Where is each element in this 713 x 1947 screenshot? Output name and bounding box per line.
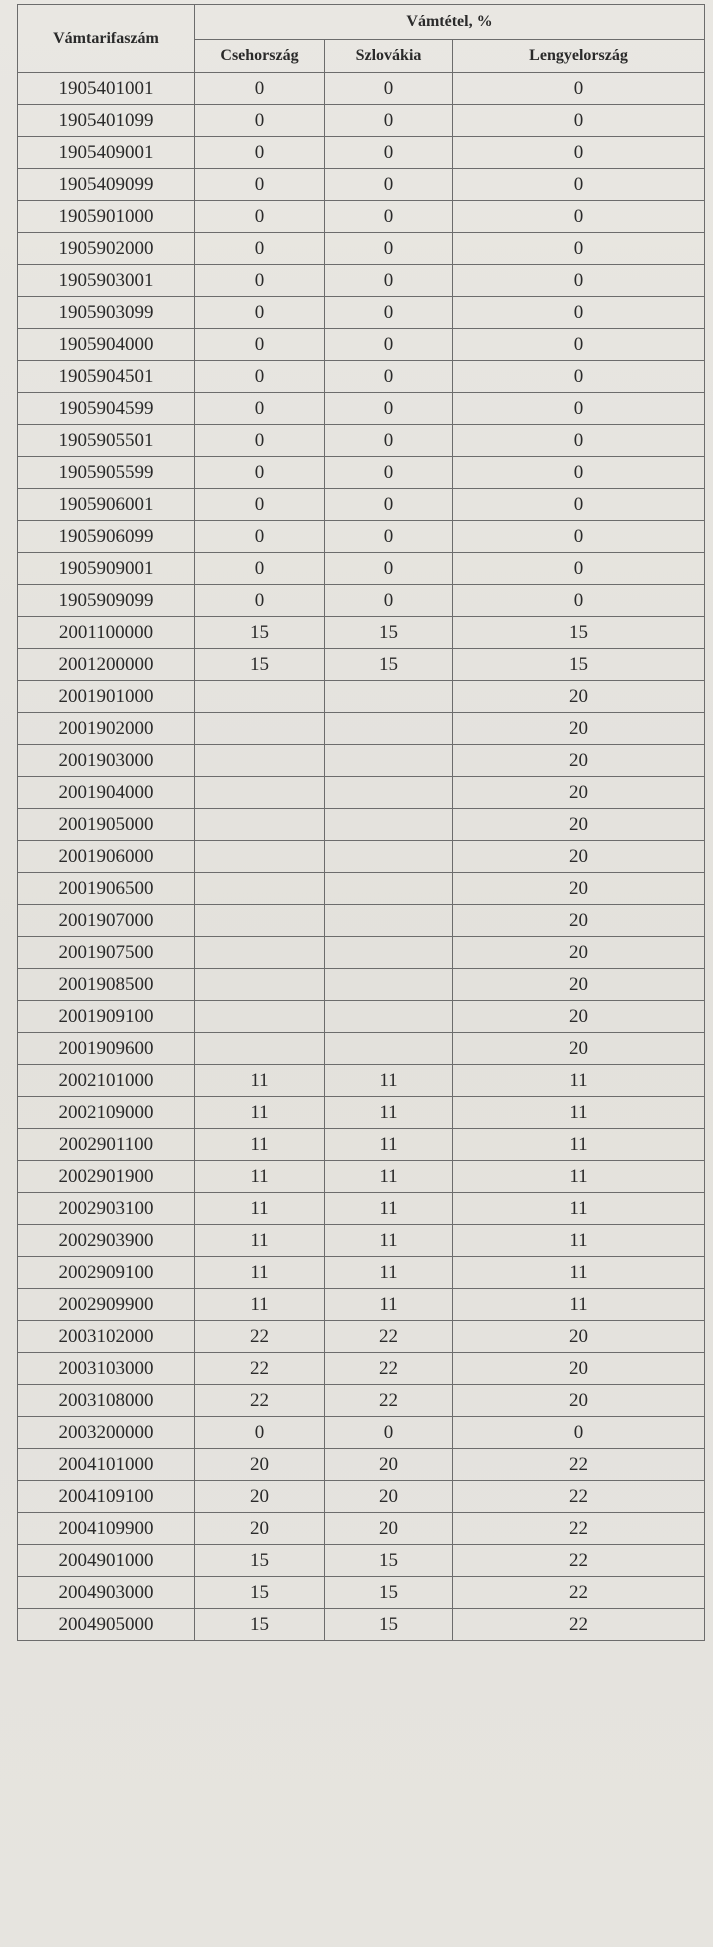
cell-tariff-code: 1905903001 (18, 265, 195, 297)
cell-tariff-code: 2001907500 (18, 937, 195, 969)
cell-rate-poland: 0 (453, 393, 705, 425)
table-row (18, 681, 705, 713)
cell-tariff-code: 1905905501 (18, 425, 195, 457)
cell-rate-czech (195, 873, 325, 905)
cell-tariff-code: 1905902000 (18, 233, 195, 265)
cell-tariff-code: 1905909099 (18, 585, 195, 617)
cell-rate-czech: 20 (195, 1513, 325, 1545)
cell-tariff-code: 2004901000 (18, 1545, 195, 1577)
table-row (18, 1449, 705, 1481)
cell-rate-poland: 22 (453, 1513, 705, 1545)
table-row (18, 809, 705, 841)
cell-tariff-code: 2001902000 (18, 713, 195, 745)
table-row (18, 1385, 705, 1417)
cell-rate-czech (195, 1033, 325, 1065)
cell-rate-slovakia (325, 1033, 453, 1065)
cell-rate-czech: 22 (195, 1353, 325, 1385)
cell-rate-slovakia (325, 809, 453, 841)
table-row (18, 361, 705, 393)
cell-rate-czech: 15 (195, 617, 325, 649)
cell-tariff-code: 2002101000 (18, 1065, 195, 1097)
cell-tariff-code: 2001100000 (18, 617, 195, 649)
cell-rate-poland: 20 (453, 777, 705, 809)
cell-rate-slovakia: 11 (325, 1193, 453, 1225)
cell-tariff-code: 2003108000 (18, 1385, 195, 1417)
cell-rate-slovakia: 0 (325, 73, 453, 105)
table-row (18, 1321, 705, 1353)
cell-tariff-code: 1905903099 (18, 297, 195, 329)
cell-tariff-code: 2002909900 (18, 1289, 195, 1321)
cell-rate-poland: 22 (453, 1609, 705, 1641)
cell-rate-poland: 0 (453, 361, 705, 393)
cell-tariff-code: 1905904501 (18, 361, 195, 393)
cell-rate-poland: 11 (453, 1257, 705, 1289)
cell-rate-slovakia: 11 (325, 1257, 453, 1289)
cell-rate-slovakia: 0 (325, 265, 453, 297)
cell-rate-poland: 0 (453, 265, 705, 297)
cell-tariff-code: 2001200000 (18, 649, 195, 681)
table-row (18, 1513, 705, 1545)
table-body (18, 73, 705, 1641)
header-country-poland: Lengyelország (453, 40, 705, 73)
cell-rate-slovakia (325, 681, 453, 713)
table-row (18, 1225, 705, 1257)
table-row (18, 1577, 705, 1609)
cell-rate-poland: 11 (453, 1065, 705, 1097)
cell-rate-slovakia: 15 (325, 1609, 453, 1641)
cell-rate-czech (195, 809, 325, 841)
cell-tariff-code: 2001904000 (18, 777, 195, 809)
cell-rate-slovakia (325, 905, 453, 937)
cell-rate-slovakia (325, 841, 453, 873)
table-row (18, 1001, 705, 1033)
cell-tariff-code: 1905909001 (18, 553, 195, 585)
cell-tariff-code: 2001909600 (18, 1033, 195, 1065)
cell-rate-czech: 11 (195, 1257, 325, 1289)
cell-rate-poland: 0 (453, 457, 705, 489)
table-header (18, 5, 705, 73)
cell-rate-czech: 0 (195, 73, 325, 105)
cell-tariff-code: 2004101000 (18, 1449, 195, 1481)
cell-rate-poland: 0 (453, 329, 705, 361)
cell-rate-poland: 22 (453, 1449, 705, 1481)
cell-rate-poland: 20 (453, 937, 705, 969)
cell-rate-poland: 20 (453, 969, 705, 1001)
cell-tariff-code: 2004109900 (18, 1513, 195, 1545)
table-row (18, 777, 705, 809)
cell-tariff-code: 2003103000 (18, 1353, 195, 1385)
cell-rate-czech: 0 (195, 297, 325, 329)
cell-rate-poland: 20 (453, 1033, 705, 1065)
cell-tariff-code: 2002903900 (18, 1225, 195, 1257)
cell-rate-poland: 11 (453, 1097, 705, 1129)
table-row (18, 873, 705, 905)
cell-rate-slovakia: 20 (325, 1481, 453, 1513)
cell-tariff-code: 2002909100 (18, 1257, 195, 1289)
cell-rate-czech: 15 (195, 1545, 325, 1577)
cell-rate-czech (195, 745, 325, 777)
table-row (18, 1257, 705, 1289)
cell-rate-poland: 11 (453, 1289, 705, 1321)
cell-rate-poland: 0 (453, 297, 705, 329)
cell-rate-poland: 20 (453, 1321, 705, 1353)
cell-rate-poland: 0 (453, 73, 705, 105)
cell-tariff-code: 2001903000 (18, 745, 195, 777)
table-row (18, 1417, 705, 1449)
cell-rate-czech (195, 681, 325, 713)
cell-tariff-code: 2001906500 (18, 873, 195, 905)
table-row (18, 1545, 705, 1577)
cell-rate-czech: 0 (195, 585, 325, 617)
cell-rate-poland: 20 (453, 873, 705, 905)
cell-rate-czech: 0 (195, 521, 325, 553)
cell-tariff-code: 2002901100 (18, 1129, 195, 1161)
table-row (18, 1161, 705, 1193)
cell-tariff-code: 2004109100 (18, 1481, 195, 1513)
table-row (18, 265, 705, 297)
cell-rate-czech: 11 (195, 1161, 325, 1193)
table-row (18, 1481, 705, 1513)
cell-rate-poland: 0 (453, 201, 705, 233)
table-row (18, 1289, 705, 1321)
table-row (18, 393, 705, 425)
cell-rate-poland: 20 (453, 1001, 705, 1033)
cell-rate-poland: 20 (453, 1353, 705, 1385)
table-row (18, 137, 705, 169)
cell-rate-slovakia: 15 (325, 617, 453, 649)
cell-rate-slovakia: 0 (325, 1417, 453, 1449)
cell-rate-slovakia: 0 (325, 169, 453, 201)
cell-rate-slovakia (325, 1001, 453, 1033)
cell-rate-slovakia: 0 (325, 105, 453, 137)
cell-rate-czech (195, 713, 325, 745)
cell-rate-slovakia: 11 (325, 1289, 453, 1321)
cell-rate-czech: 0 (195, 329, 325, 361)
cell-tariff-code: 1905904000 (18, 329, 195, 361)
cell-rate-slovakia: 0 (325, 297, 453, 329)
cell-rate-slovakia: 0 (325, 361, 453, 393)
table-row (18, 1129, 705, 1161)
cell-tariff-code: 1905904599 (18, 393, 195, 425)
table-row (18, 1065, 705, 1097)
cell-rate-czech: 0 (195, 233, 325, 265)
table-row (18, 233, 705, 265)
cell-rate-poland: 0 (453, 489, 705, 521)
cell-rate-slovakia (325, 713, 453, 745)
cell-rate-poland: 0 (453, 425, 705, 457)
cell-rate-czech: 11 (195, 1097, 325, 1129)
cell-rate-poland: 20 (453, 713, 705, 745)
table-row (18, 617, 705, 649)
table-row (18, 1033, 705, 1065)
cell-rate-slovakia: 22 (325, 1321, 453, 1353)
cell-tariff-code: 1905401099 (18, 105, 195, 137)
cell-rate-poland: 0 (453, 521, 705, 553)
table-row (18, 297, 705, 329)
cell-rate-slovakia: 11 (325, 1097, 453, 1129)
table-row (18, 169, 705, 201)
cell-rate-poland: 22 (453, 1481, 705, 1513)
cell-tariff-code: 2001906000 (18, 841, 195, 873)
cell-tariff-code: 1905901000 (18, 201, 195, 233)
cell-rate-slovakia: 11 (325, 1161, 453, 1193)
cell-rate-czech: 0 (195, 393, 325, 425)
cell-rate-czech: 0 (195, 265, 325, 297)
table-row (18, 457, 705, 489)
cell-rate-slovakia: 11 (325, 1065, 453, 1097)
cell-rate-czech: 0 (195, 457, 325, 489)
cell-rate-poland: 11 (453, 1193, 705, 1225)
table-row (18, 73, 705, 105)
table-row (18, 841, 705, 873)
table-row (18, 1609, 705, 1641)
cell-rate-czech (195, 841, 325, 873)
cell-rate-poland: 20 (453, 841, 705, 873)
cell-rate-slovakia: 0 (325, 137, 453, 169)
header-tariff-code: Vámtarifaszám (18, 5, 195, 73)
cell-rate-czech: 11 (195, 1129, 325, 1161)
cell-rate-czech: 15 (195, 1577, 325, 1609)
cell-tariff-code: 2002901900 (18, 1161, 195, 1193)
cell-rate-poland: 20 (453, 905, 705, 937)
cell-rate-poland: 0 (453, 1417, 705, 1449)
cell-rate-czech (195, 937, 325, 969)
cell-tariff-code: 2001901000 (18, 681, 195, 713)
cell-rate-slovakia (325, 873, 453, 905)
cell-rate-poland: 11 (453, 1225, 705, 1257)
table-row (18, 489, 705, 521)
cell-tariff-code: 1905906099 (18, 521, 195, 553)
table-row (18, 585, 705, 617)
cell-rate-czech: 0 (195, 1417, 325, 1449)
cell-tariff-code: 2002109000 (18, 1097, 195, 1129)
cell-rate-poland: 20 (453, 681, 705, 713)
cell-tariff-code: 2002903100 (18, 1193, 195, 1225)
cell-tariff-code: 1905906001 (18, 489, 195, 521)
cell-rate-poland: 0 (453, 585, 705, 617)
cell-tariff-code: 1905401001 (18, 73, 195, 105)
cell-rate-slovakia: 0 (325, 425, 453, 457)
cell-rate-slovakia (325, 937, 453, 969)
table-row (18, 553, 705, 585)
cell-rate-poland: 11 (453, 1161, 705, 1193)
cell-rate-poland: 15 (453, 617, 705, 649)
header-country-slovakia: Szlovákia (325, 40, 453, 73)
tariff-rate-table (17, 4, 705, 1641)
cell-rate-poland: 0 (453, 169, 705, 201)
cell-rate-poland: 22 (453, 1545, 705, 1577)
cell-rate-czech: 0 (195, 361, 325, 393)
cell-rate-poland: 0 (453, 137, 705, 169)
cell-rate-slovakia: 0 (325, 489, 453, 521)
table-row (18, 649, 705, 681)
cell-rate-czech: 0 (195, 105, 325, 137)
cell-rate-slovakia: 11 (325, 1225, 453, 1257)
cell-rate-czech (195, 1001, 325, 1033)
cell-tariff-code: 2001908500 (18, 969, 195, 1001)
cell-rate-poland: 0 (453, 553, 705, 585)
cell-rate-poland: 22 (453, 1577, 705, 1609)
cell-rate-slovakia: 0 (325, 585, 453, 617)
cell-rate-slovakia (325, 745, 453, 777)
cell-rate-czech: 0 (195, 169, 325, 201)
header-rate-percent: Vámtétel, % (195, 5, 705, 40)
table-row (18, 521, 705, 553)
table-row (18, 745, 705, 777)
cell-rate-czech (195, 905, 325, 937)
table-row (18, 201, 705, 233)
cell-rate-czech: 0 (195, 425, 325, 457)
cell-rate-czech: 11 (195, 1225, 325, 1257)
cell-rate-slovakia: 22 (325, 1385, 453, 1417)
table-row (18, 105, 705, 137)
cell-rate-slovakia: 0 (325, 329, 453, 361)
cell-rate-slovakia (325, 969, 453, 1001)
cell-tariff-code: 2001905000 (18, 809, 195, 841)
cell-rate-slovakia: 15 (325, 1577, 453, 1609)
cell-rate-poland: 0 (453, 105, 705, 137)
cell-rate-czech: 0 (195, 137, 325, 169)
table-row (18, 1353, 705, 1385)
table-row (18, 937, 705, 969)
table-row (18, 1193, 705, 1225)
cell-rate-slovakia: 0 (325, 553, 453, 585)
cell-tariff-code: 1905409099 (18, 169, 195, 201)
cell-rate-slovakia (325, 777, 453, 809)
cell-tariff-code: 2003102000 (18, 1321, 195, 1353)
cell-rate-poland: 20 (453, 745, 705, 777)
cell-rate-czech: 11 (195, 1289, 325, 1321)
cell-rate-czech: 22 (195, 1321, 325, 1353)
cell-rate-slovakia: 0 (325, 457, 453, 489)
cell-tariff-code: 2004905000 (18, 1609, 195, 1641)
cell-rate-czech: 0 (195, 201, 325, 233)
table-row (18, 969, 705, 1001)
cell-rate-slovakia: 0 (325, 393, 453, 425)
cell-rate-czech: 15 (195, 1609, 325, 1641)
cell-rate-poland: 15 (453, 649, 705, 681)
cell-rate-czech: 0 (195, 553, 325, 585)
cell-rate-slovakia: 15 (325, 649, 453, 681)
cell-rate-slovakia: 0 (325, 521, 453, 553)
table-row (18, 425, 705, 457)
table-row (18, 713, 705, 745)
cell-rate-slovakia: 0 (325, 233, 453, 265)
cell-rate-slovakia: 20 (325, 1513, 453, 1545)
cell-tariff-code: 2003200000 (18, 1417, 195, 1449)
cell-rate-czech: 15 (195, 649, 325, 681)
table-row (18, 905, 705, 937)
cell-rate-slovakia: 15 (325, 1545, 453, 1577)
cell-rate-czech: 20 (195, 1449, 325, 1481)
cell-tariff-code: 1905905599 (18, 457, 195, 489)
cell-rate-slovakia: 20 (325, 1449, 453, 1481)
header-country-czech: Csehország (195, 40, 325, 73)
cell-tariff-code: 2001907000 (18, 905, 195, 937)
cell-rate-poland: 20 (453, 809, 705, 841)
cell-rate-slovakia: 22 (325, 1353, 453, 1385)
cell-rate-slovakia: 0 (325, 201, 453, 233)
cell-rate-czech: 0 (195, 489, 325, 521)
cell-rate-poland: 0 (453, 233, 705, 265)
cell-rate-slovakia: 11 (325, 1129, 453, 1161)
table-row (18, 1097, 705, 1129)
cell-tariff-code: 2004903000 (18, 1577, 195, 1609)
cell-tariff-code: 1905409001 (18, 137, 195, 169)
cell-rate-poland: 20 (453, 1385, 705, 1417)
cell-rate-czech: 11 (195, 1065, 325, 1097)
cell-rate-czech (195, 777, 325, 809)
cell-rate-czech: 11 (195, 1193, 325, 1225)
cell-rate-czech (195, 969, 325, 1001)
cell-rate-poland: 11 (453, 1129, 705, 1161)
cell-tariff-code: 2001909100 (18, 1001, 195, 1033)
table-row (18, 329, 705, 361)
cell-rate-czech: 20 (195, 1481, 325, 1513)
cell-rate-czech: 22 (195, 1385, 325, 1417)
